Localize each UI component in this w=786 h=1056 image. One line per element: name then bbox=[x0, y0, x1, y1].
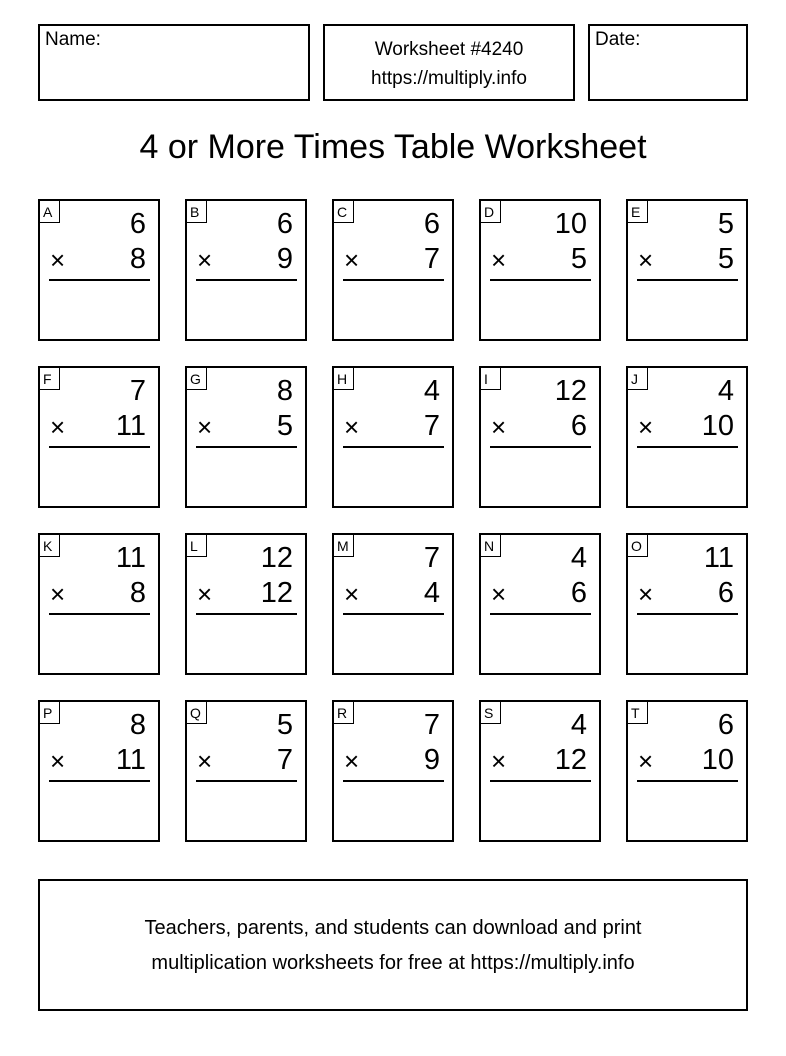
multiply-sign: × bbox=[638, 412, 654, 442]
problem-card[interactable] bbox=[626, 700, 748, 842]
problem-letter: H bbox=[334, 368, 354, 390]
problem-card[interactable] bbox=[332, 700, 454, 842]
problem-letter: K bbox=[40, 535, 60, 557]
problem-bottom-number: 12 bbox=[554, 744, 587, 776]
problem-letter: M bbox=[334, 535, 354, 557]
multiply-sign: × bbox=[197, 579, 213, 609]
problem-bottom-number: 9 bbox=[423, 744, 440, 776]
date-label: Date: bbox=[595, 29, 641, 50]
problem-bottom-number: 11 bbox=[115, 744, 146, 776]
answer-line bbox=[196, 446, 297, 448]
problem-top-number: 7 bbox=[129, 375, 146, 407]
problem-letter: S bbox=[481, 702, 501, 724]
answer-line bbox=[343, 780, 444, 782]
problem-bottom-number: 10 bbox=[701, 410, 734, 442]
problem-top-number: 4 bbox=[423, 375, 440, 407]
problem-card[interactable] bbox=[38, 700, 160, 842]
multiply-sign: × bbox=[638, 746, 654, 776]
problem-letter: O bbox=[628, 535, 648, 557]
problem-letter: J bbox=[628, 368, 648, 390]
answer-line bbox=[196, 279, 297, 281]
multiply-sign: × bbox=[491, 579, 507, 609]
answer-line bbox=[490, 279, 591, 281]
multiply-sign: × bbox=[344, 412, 360, 442]
multiply-sign: × bbox=[50, 746, 66, 776]
answer-line bbox=[196, 780, 297, 782]
problem-bottom-number: 5 bbox=[570, 243, 587, 275]
problem-card[interactable] bbox=[185, 366, 307, 508]
problem-card[interactable] bbox=[185, 533, 307, 675]
problem-bottom-number: 5 bbox=[276, 410, 293, 442]
problem-top-number: 6 bbox=[129, 208, 146, 240]
answer-line bbox=[49, 613, 150, 615]
problem-top-number: 11 bbox=[703, 542, 734, 574]
problem-letter: Q bbox=[187, 702, 207, 724]
problem-bottom-number: 6 bbox=[570, 410, 587, 442]
answer-line bbox=[490, 446, 591, 448]
problem-top-number: 11 bbox=[115, 542, 146, 574]
problem-letter: L bbox=[187, 535, 207, 557]
problem-top-number: 4 bbox=[717, 375, 734, 407]
multiply-sign: × bbox=[344, 746, 360, 776]
problem-card[interactable] bbox=[479, 533, 601, 675]
multiply-sign: × bbox=[491, 245, 507, 275]
problem-top-number: 12 bbox=[554, 375, 587, 407]
answer-line bbox=[490, 613, 591, 615]
problem-letter: F bbox=[40, 368, 60, 390]
multiply-sign: × bbox=[344, 579, 360, 609]
footer-box bbox=[38, 879, 748, 1011]
problem-bottom-number: 12 bbox=[260, 577, 293, 609]
problem-bottom-number: 6 bbox=[717, 577, 734, 609]
answer-line bbox=[196, 613, 297, 615]
problem-card[interactable] bbox=[38, 199, 160, 341]
multiply-sign: × bbox=[491, 746, 507, 776]
answer-line bbox=[637, 446, 738, 448]
multiply-sign: × bbox=[50, 579, 66, 609]
problem-bottom-number: 8 bbox=[129, 243, 146, 275]
problem-card[interactable] bbox=[626, 533, 748, 675]
problem-top-number: 4 bbox=[570, 709, 587, 741]
problem-bottom-number: 7 bbox=[276, 744, 293, 776]
problem-top-number: 7 bbox=[423, 542, 440, 574]
problem-bottom-number: 11 bbox=[115, 410, 146, 442]
answer-line bbox=[637, 613, 738, 615]
worksheet-info-box bbox=[323, 24, 575, 101]
problem-bottom-number: 4 bbox=[423, 577, 440, 609]
answer-line bbox=[49, 446, 150, 448]
multiply-sign: × bbox=[197, 245, 213, 275]
multiply-sign: × bbox=[50, 412, 66, 442]
multiply-sign: × bbox=[638, 245, 654, 275]
answer-line bbox=[49, 780, 150, 782]
problem-bottom-number: 10 bbox=[701, 744, 734, 776]
worksheet-site: https://multiply.info bbox=[371, 68, 527, 89]
footer-line-1: Teachers, parents, and students can download and print bbox=[144, 917, 642, 939]
problem-letter: D bbox=[481, 201, 501, 223]
multiply-sign: × bbox=[197, 746, 213, 776]
problem-card[interactable] bbox=[332, 199, 454, 341]
problem-letter: E bbox=[628, 201, 648, 223]
problem-bottom-number: 5 bbox=[717, 243, 734, 275]
answer-line bbox=[49, 279, 150, 281]
problem-letter: P bbox=[40, 702, 60, 724]
problem-bottom-number: 7 bbox=[423, 410, 440, 442]
problem-top-number: 6 bbox=[423, 208, 440, 240]
problem-card[interactable] bbox=[479, 199, 601, 341]
answer-line bbox=[637, 279, 738, 281]
answer-line bbox=[637, 780, 738, 782]
problem-letter: N bbox=[481, 535, 501, 557]
problem-card[interactable] bbox=[332, 533, 454, 675]
problem-letter: G bbox=[187, 368, 207, 390]
name-field-box[interactable] bbox=[38, 24, 310, 101]
problem-card[interactable] bbox=[38, 533, 160, 675]
answer-line bbox=[343, 613, 444, 615]
problem-card[interactable] bbox=[332, 366, 454, 508]
problem-card[interactable] bbox=[626, 199, 748, 341]
problem-letter: C bbox=[334, 201, 354, 223]
footer-line-2: multiplication worksheets for free at https://multiply.info bbox=[151, 952, 635, 974]
date-field-box[interactable] bbox=[588, 24, 748, 101]
problem-top-number: 12 bbox=[260, 542, 293, 574]
multiply-sign: × bbox=[491, 412, 507, 442]
problem-card[interactable] bbox=[38, 366, 160, 508]
problem-top-number: 5 bbox=[276, 709, 293, 741]
problem-top-number: 10 bbox=[554, 208, 587, 240]
problem-letter: B bbox=[187, 201, 207, 223]
problem-top-number: 4 bbox=[570, 542, 587, 574]
problem-bottom-number: 7 bbox=[423, 243, 440, 275]
multiply-sign: × bbox=[197, 412, 213, 442]
multiply-sign: × bbox=[50, 245, 66, 275]
problem-bottom-number: 6 bbox=[570, 577, 587, 609]
problem-card[interactable] bbox=[479, 700, 601, 842]
worksheet-number: Worksheet #4240 bbox=[374, 39, 524, 60]
worksheet-title: 4 or More Times Table Worksheet bbox=[139, 128, 647, 166]
problem-card[interactable] bbox=[626, 366, 748, 508]
problem-top-number: 6 bbox=[276, 208, 293, 240]
problem-letter: I bbox=[481, 368, 501, 390]
problem-top-number: 5 bbox=[717, 208, 734, 240]
problem-top-number: 6 bbox=[717, 709, 734, 741]
name-label: Name: bbox=[45, 29, 101, 50]
problem-top-number: 8 bbox=[276, 375, 293, 407]
problem-letter: T bbox=[628, 702, 648, 724]
problem-card[interactable] bbox=[185, 700, 307, 842]
problem-letter: A bbox=[40, 201, 60, 223]
problem-top-number: 8 bbox=[129, 709, 146, 741]
problem-bottom-number: 9 bbox=[276, 243, 293, 275]
problem-card[interactable] bbox=[185, 199, 307, 341]
answer-line bbox=[343, 279, 444, 281]
multiply-sign: × bbox=[638, 579, 654, 609]
answer-line bbox=[490, 780, 591, 782]
multiply-sign: × bbox=[344, 245, 360, 275]
problem-card[interactable] bbox=[479, 366, 601, 508]
problem-letter: R bbox=[334, 702, 354, 724]
problem-top-number: 7 bbox=[423, 709, 440, 741]
problem-bottom-number: 8 bbox=[129, 577, 146, 609]
answer-line bbox=[343, 446, 444, 448]
